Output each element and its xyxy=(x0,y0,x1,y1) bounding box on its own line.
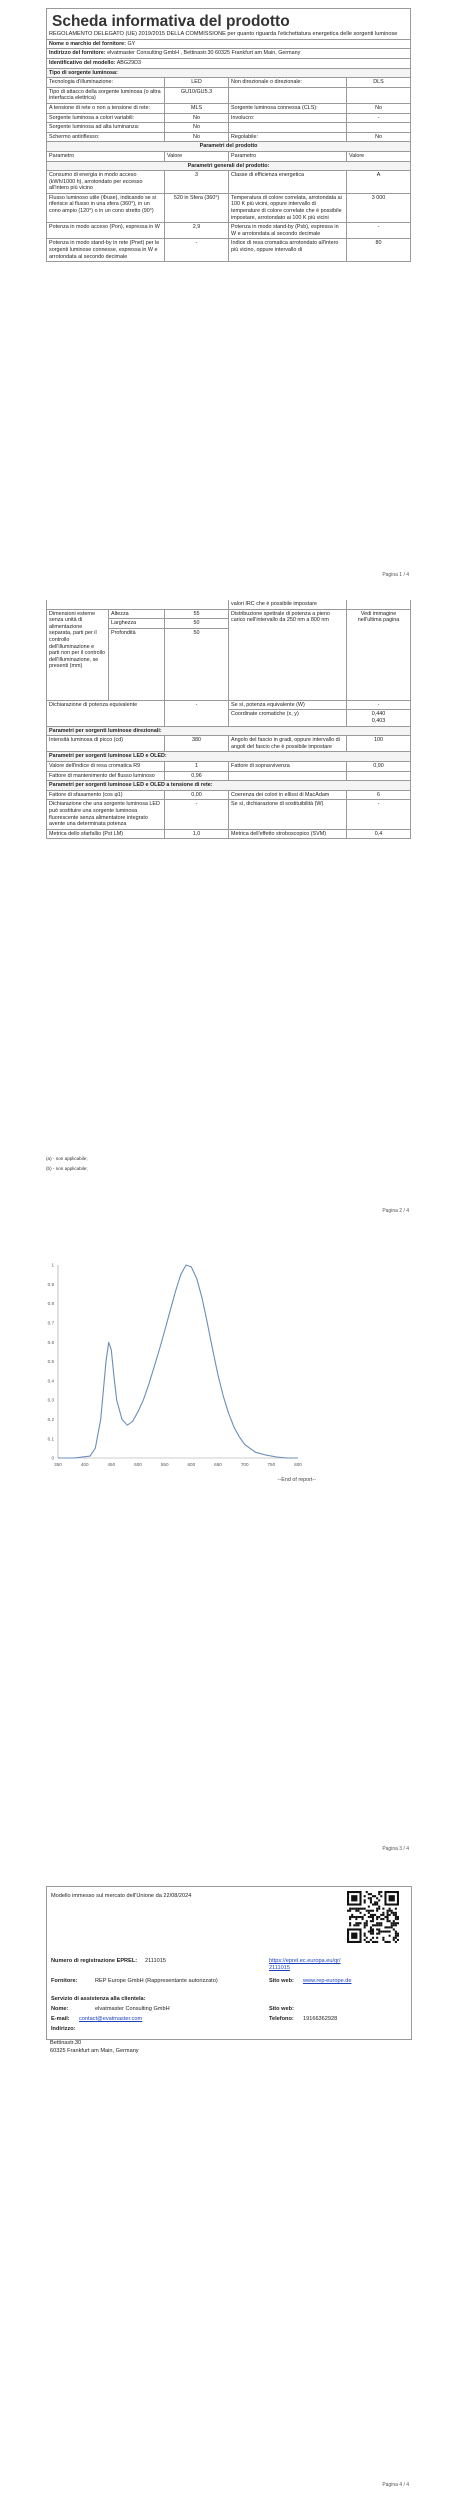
y-tick-label: 0.9 xyxy=(47,1281,54,1287)
cell: No xyxy=(347,103,411,113)
table-row xyxy=(47,761,411,771)
cell: - xyxy=(347,113,411,123)
cell: 380 xyxy=(165,736,229,752)
cell: 55 xyxy=(165,609,229,619)
cell: Regolabile: xyxy=(229,132,347,142)
cell: Sorgente luminosa a colori variabili: xyxy=(47,113,165,123)
page-2 xyxy=(0,600,453,1240)
address-line-1: Bettinastr.30 xyxy=(50,2040,82,2046)
cell: Coerenza dei colori in ellissi di MacAdam xyxy=(229,790,347,800)
cell: Non direzionale o direzionale: xyxy=(229,78,347,88)
table-row xyxy=(47,609,411,619)
page-subtitle: REGOLAMENTO DELEGATO (UE) 2019/2015 DELLA COMMISSIONE per quanto riguarda l'etichettatura energetica delle sorgenti luminose xyxy=(49,31,398,37)
table-row xyxy=(47,829,411,839)
phone-value: 19166362928 xyxy=(303,2016,338,2022)
page-number: Pagina 4 / 4 xyxy=(382,2482,409,2488)
page-4 xyxy=(0,1880,453,2510)
cell xyxy=(347,123,411,133)
led-header: Parametri per sorgenti luminose LED e OLED: xyxy=(47,752,411,762)
cell: No xyxy=(165,132,229,142)
cell xyxy=(229,87,347,103)
x-tick-label: 350 xyxy=(54,1462,62,1467)
cell: DLS xyxy=(347,78,411,88)
mains-header: Parametri per sorgenti luminose LED e OLED a tensione di rete: xyxy=(47,781,411,791)
cell: 2,9 xyxy=(165,223,229,239)
cell: 50 xyxy=(165,628,229,700)
address-value: elvatmaster Consulting GmbH , Bettinastr.30 60325 Frankfurt am Main, Germany xyxy=(107,50,301,57)
cell xyxy=(347,710,411,726)
cell: - xyxy=(347,223,411,239)
website-label: Sito web: xyxy=(269,1978,294,1984)
address-label: Indirizzo: xyxy=(51,2026,76,2032)
cell: 1,0 xyxy=(165,829,229,839)
column-headers xyxy=(47,151,411,161)
directional-header: Parametri per sorgenti luminose direzionali: xyxy=(47,726,411,736)
col-header: Parametro xyxy=(47,151,165,161)
table-row xyxy=(47,123,411,133)
table-row xyxy=(47,113,411,123)
x-tick-label: 650 xyxy=(214,1462,222,1467)
table-row xyxy=(47,171,411,194)
cell: 520 in Sfera (360°) xyxy=(165,193,229,222)
y-tick-label: 0.2 xyxy=(47,1417,54,1422)
cell: A xyxy=(347,171,411,194)
website-link[interactable]: www.rep-europe.de xyxy=(303,1978,352,1984)
x-tick-label: 600 xyxy=(187,1462,196,1467)
cell: Indice di resa cromatica arrotondato all'intero più vicino, oppure intervallo di xyxy=(229,239,347,262)
params-header: Parametri del prodotto xyxy=(47,142,411,152)
spectral-distribution-chart xyxy=(0,1240,453,1500)
cell: Dichiarazione di potenza equivalente xyxy=(47,700,165,726)
table-row xyxy=(47,600,411,609)
x-tick-label: 450 xyxy=(107,1462,116,1467)
page-number: Pagina 3 / 4 xyxy=(382,1846,409,1852)
supplier-row xyxy=(47,39,411,49)
y-tick-label: 0.6 xyxy=(47,1339,54,1345)
series-line xyxy=(58,1265,298,1458)
cell: Fattore di sfasamento (cos φ1) xyxy=(47,790,165,800)
cell: Coordinate cromatiche (x, y) xyxy=(229,710,347,726)
table-row xyxy=(47,790,411,800)
cell: 100 xyxy=(347,736,411,752)
cell: 3 xyxy=(165,171,229,194)
cell: Consumo di energia in modo acceso (kWh/1000 h), arrotondato per eccesso all'intero più vicino xyxy=(47,171,165,194)
type-header: Tipo di sorgente luminosa: xyxy=(47,68,411,78)
cell xyxy=(229,771,347,781)
qr-code-icon xyxy=(347,1891,399,1943)
cell: Tipo di attacco della sorgente luminosa (o altra interfaccia elettrica) xyxy=(47,87,165,103)
cell xyxy=(47,600,229,609)
cell: Vedi immagine nell'ultima pagina xyxy=(347,609,411,700)
footnote-a: (a) - non applicabile; xyxy=(46,1156,88,1161)
x-tick-label: 750 xyxy=(267,1462,276,1467)
cell: Intensità luminosa di picco (cd) xyxy=(47,736,165,752)
chromaticity-y: 0,403 xyxy=(371,717,386,724)
cell: Tecnologia d'illuminazione: xyxy=(47,78,165,88)
cell: Fattore di sopravvivenza xyxy=(229,761,347,771)
table-row xyxy=(47,223,411,239)
cell: Metrica dell'effetto stroboscopico (SVM) xyxy=(229,829,347,839)
cell: Fattore di mantenimento del flusso luminoso xyxy=(47,771,165,781)
assist-header: Servizio di assistenza alla clientela: xyxy=(51,1996,146,2002)
table-row xyxy=(47,132,411,142)
website2-label: Sito web: xyxy=(269,2006,294,2012)
table-row xyxy=(47,800,411,829)
cell: 0,00 xyxy=(165,790,229,800)
y-tick-label: 0.8 xyxy=(47,1301,54,1307)
page-1 xyxy=(0,0,453,600)
x-tick-label: 800 xyxy=(294,1462,302,1467)
cell: 0,96 xyxy=(165,771,229,781)
title-cell xyxy=(47,9,411,40)
table-row xyxy=(47,700,411,710)
cell: GU10/GU5.3 xyxy=(165,87,229,103)
model-value: ABG29D3 xyxy=(116,59,141,66)
col-header: Valore xyxy=(165,151,229,161)
cell xyxy=(347,600,411,609)
cell: Potenza in modo stand-by (Psb), espressa in W e arrotondata al secondo decimale xyxy=(229,223,347,239)
page-title: Scheda informativa del prodotto xyxy=(52,13,290,30)
y-tick-label: 0.7 xyxy=(47,1320,54,1326)
supplier-value: REP Europe GmbH (Rappresentante autorizzato) xyxy=(95,1978,218,1984)
info-table-page1 xyxy=(46,8,411,262)
cell: Classe di efficienza energetica xyxy=(229,171,347,194)
y-tick-label: 0.5 xyxy=(47,1359,54,1365)
cell xyxy=(347,87,411,103)
x-tick-label: 700 xyxy=(240,1462,249,1467)
cell: Angolo del fascio in gradi, oppure intervallo di angoli del fascio che è possibile impostare xyxy=(229,736,347,752)
cell: - xyxy=(165,800,229,829)
cell: Metrica dello sfarfallio (Pst LM) xyxy=(47,829,165,839)
cell: Involucro: xyxy=(229,113,347,123)
page-number: Pagina 1 / 4 xyxy=(382,572,409,578)
table-row xyxy=(47,87,411,103)
cell: Valore dell'indice di resa cromatica R9 xyxy=(47,761,165,771)
eprel-link[interactable]: https://eprel.ec.europa.eu/qr/2111015 xyxy=(269,1958,341,1971)
footnote-b: (b) - non applicabile; xyxy=(46,1166,88,1171)
dimensions-label: Dimensioni esterne senza unità di alimentazione separata, parti per il controllo dell'illuminazione e parti non per il controllo dell'illuminazione, se presenti (mm) xyxy=(47,609,109,700)
general-header: Parametri generali del prodotto: xyxy=(47,161,411,171)
cell: 80 xyxy=(347,239,411,262)
col-header: Parametro xyxy=(229,151,347,161)
cell: Altezza xyxy=(109,609,165,619)
eprel-value: 2111015 xyxy=(145,1958,166,1964)
cell xyxy=(347,771,411,781)
cell: 6 xyxy=(347,790,411,800)
cell: Potenza in modo acceso (Pon), espressa in W xyxy=(47,223,165,239)
cell: 1 xyxy=(165,761,229,771)
cell: MLS xyxy=(165,103,229,113)
table-row xyxy=(47,771,411,781)
x-tick-label: 400 xyxy=(80,1462,89,1467)
cell: No xyxy=(347,132,411,142)
cell: 50 xyxy=(165,619,229,629)
cell: No xyxy=(165,113,229,123)
cell: No xyxy=(165,123,229,133)
cell: Distribuzione spettrale di potenza a pieno carico nell'intervallo da 250 nm a 800 nm xyxy=(229,609,347,700)
cell: 0,4 xyxy=(347,829,411,839)
page-number: Pagina 2 / 4 xyxy=(382,1208,409,1214)
table-row xyxy=(47,193,411,222)
cell: Dichiarazione che una sorgente luminosa LED può sostituire una sorgente luminosa fluorescente senza alimentatore integrato avente una determinata potenza xyxy=(47,800,165,829)
cell: Sorgente luminosa ad alta luminanza: xyxy=(47,123,165,133)
cell: Potenza in modo stand-by in rete (Pnet) per le sorgenti luminose connesse, espressa in W e arrotondata al secondo decimale xyxy=(47,239,165,262)
chromaticity-x: 0,440 xyxy=(371,711,386,718)
page-3 xyxy=(0,1240,453,1880)
cell: - xyxy=(165,239,229,262)
y-tick-label: 0.4 xyxy=(47,1378,54,1384)
cell: - xyxy=(347,700,411,710)
cell: Se sì, dichiarazione di sostituibilità (W) xyxy=(229,800,347,829)
cell: 0,90 xyxy=(347,761,411,771)
eprel-label: Numero di registrazione EPREL: xyxy=(51,1958,138,1964)
cell: - xyxy=(347,800,411,829)
cell: LED xyxy=(165,78,229,88)
model-label: Identificativo del modello: xyxy=(49,59,116,66)
email-link[interactable]: contact@evatmaster.com xyxy=(79,2016,143,2022)
y-tick-label: 0.1 xyxy=(47,1436,54,1442)
supplier-value: GY xyxy=(127,40,136,47)
y-tick-label: 0 xyxy=(51,1455,54,1461)
email-label: E-mail: xyxy=(51,2016,70,2022)
supplier-label: Nome o marchio del fornitore: xyxy=(49,40,126,47)
cell: A tensione di rete o non a tensione di rete: xyxy=(47,103,165,113)
end-of-report: --End of report-- xyxy=(277,1477,316,1483)
address-row xyxy=(47,49,411,59)
cell: Schermo antiriflesso: xyxy=(47,132,165,142)
cell xyxy=(229,123,347,133)
table-row xyxy=(47,78,411,88)
cell: Larghezza xyxy=(109,619,165,629)
y-tick-label: 0.3 xyxy=(47,1397,54,1403)
cell: valori IRC che è possibile impostare xyxy=(229,600,347,609)
col-header: Valore xyxy=(347,151,411,161)
cell: Temperatura di colore correlata, arrotondata ai 100 K più vicini, oppure intervallo di temperature di colore correlate che è possibile impostare, arrotondato ai 100 K più vicini xyxy=(229,193,347,222)
cell: 3 000 xyxy=(347,193,411,222)
info-box xyxy=(46,1886,412,2040)
address-label: Indirizzo del fornitore: xyxy=(49,50,106,57)
address-line-2: 60325 Frankfurt am Main, Germany xyxy=(50,2048,139,2054)
name-label: Nome: xyxy=(51,2006,69,2012)
cell: Sorgente luminosa connessa (CLS): xyxy=(229,103,347,113)
market-text: Modello immesso sul mercato dell'Unione da 22/08/2024 xyxy=(51,1893,192,1899)
cell: Profondità xyxy=(109,628,165,700)
info-table-page2 xyxy=(46,600,411,839)
name-value: elvatmaster Consulting GmbH xyxy=(95,2006,170,2012)
cell: Se sì, potenza equivalente (W) xyxy=(229,700,347,710)
cell: Flusso luminoso utile (Φuse), indicando se si riferisce al flusso in una sfera (360°), in un cono ampio (120°) o in un cono stretto (90°) xyxy=(47,193,165,222)
table-row xyxy=(47,736,411,752)
y-tick-label: 1 xyxy=(51,1262,54,1268)
model-row xyxy=(47,58,411,68)
supplier-label: Fornitore: xyxy=(51,1978,78,1984)
table-row xyxy=(47,239,411,262)
table-row xyxy=(47,103,411,113)
phone-label: Telefono: xyxy=(269,2016,294,2022)
cell: - xyxy=(165,700,229,726)
x-tick-label: 550 xyxy=(160,1462,169,1467)
x-tick-label: 500 xyxy=(134,1462,142,1467)
